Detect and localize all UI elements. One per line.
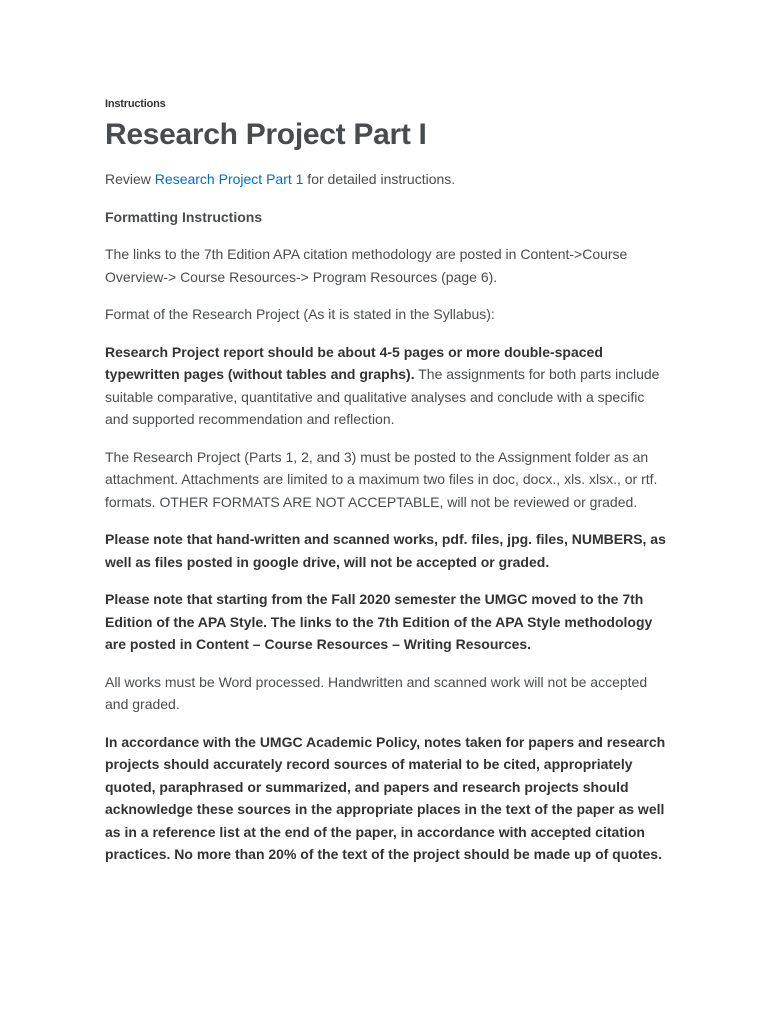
page-title: Research Project Part I [105, 118, 427, 151]
posting-paragraph: The Research Project (Parts 1, 2, and 3) must be posted to the Assignment folder as an attachment. Attachments are limited to a maximum two files in doc, docx., xls. xlsx., or rtf. formats. OTHER FORMATS ARE NOT ACCEPTABLE, will not be reviewed or graded. [105, 448, 658, 510]
intro-before-text: Review [105, 171, 155, 187]
formatting-instructions-heading: Formatting Instructions [105, 208, 263, 225]
report-length-bold-text: Research Project report should be about 4-5 pages or more double-spaced typewritten pages (without tables and graphs). [105, 343, 603, 382]
report-length-rest-text: The assignments for both parts include suitable comparative, quantitative and qualitative analyses and conclude with a specific and supported recommendation and reflection. [105, 366, 660, 427]
academic-policy-paragraph: In accordance with the UMGC Academic Policy, notes taken for papers and research projects should accurately record sources of material to be cited, appropriately quoted, paraphrased or summarized, and papers and research projects should acknowledge these sources in the appropriate places in the text of the paper as well as in a reference list at the end of the paper, in accordance with accepted citation practices. No more than 20% of the text of the project should be made up of quotes. [105, 733, 666, 862]
breadcrumb-instructions: Instructions [105, 98, 166, 110]
research-project-part-1-link[interactable]: Research Project Part 1 [154, 171, 304, 187]
apa-links-paragraph: The links to the 7th Edition APA citation methodology are posted in Content->Course Overview-> Course Resources-> Program Resources (page 6). [105, 246, 628, 285]
report-length-paragraph [105, 341, 668, 431]
word-processed-paragraph: All works must be Word processed. Handwritten and scanned work will not be accepted and graded. [105, 673, 648, 712]
format-intro-paragraph: Format of the Research Project (As it is stated in the Syllabus): [105, 306, 495, 322]
intro-after-text: for detailed instructions. [303, 171, 456, 187]
handwritten-note-paragraph: Please note that hand-written and scanned works, pdf. files, jpg. files, NUMBERS, as well as files posted in google drive, will not be accepted or graded. [105, 531, 666, 570]
apa-note-paragraph: Please note that starting from the Fall 2020 semester the UMGC moved to the 7th Edition of the APA Style. The links to the 7th Edition of the APA Style methodology are posted in Content – Course Resources – Writing Resources. [105, 591, 653, 652]
intro-paragraph [105, 168, 668, 191]
